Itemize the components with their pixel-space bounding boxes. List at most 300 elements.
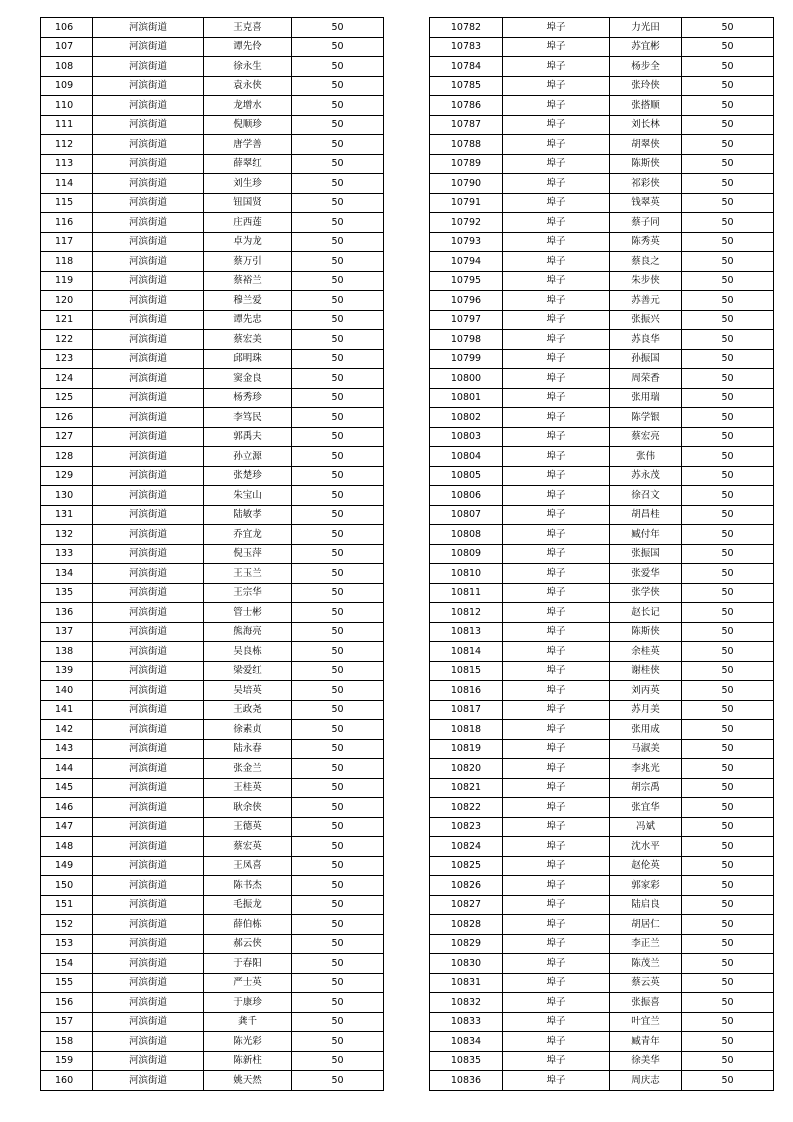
table-row (430, 193, 774, 213)
row-number-cell: 126 (41, 408, 93, 428)
row-number-cell: 133 (41, 544, 93, 564)
row-number-cell: 10811 (430, 583, 503, 603)
table-row (430, 544, 774, 564)
amount-cell: 50 (682, 895, 774, 915)
area-cell: 河滨街道 (93, 252, 204, 272)
amount-cell: 50 (292, 486, 384, 506)
amount-cell: 50 (682, 856, 774, 876)
table-row (41, 934, 384, 954)
name-cell: 耿余侠 (204, 798, 292, 818)
table-row (430, 115, 774, 135)
table-row (41, 583, 384, 603)
amount-cell: 50 (682, 973, 774, 993)
name-cell: 余桂英 (610, 642, 682, 662)
name-cell: 苏月美 (610, 700, 682, 720)
row-number-cell: 137 (41, 622, 93, 642)
table-row (41, 408, 384, 428)
area-cell: 河滨街道 (93, 486, 204, 506)
area-cell: 埠子 (503, 778, 610, 798)
amount-cell: 50 (292, 993, 384, 1013)
table-row (41, 174, 384, 194)
row-number-cell: 134 (41, 564, 93, 584)
name-cell: 苏良华 (610, 330, 682, 350)
name-cell: 张用瑞 (610, 388, 682, 408)
amount-cell: 50 (292, 817, 384, 837)
table-row (41, 759, 384, 779)
name-cell: 于春阳 (204, 954, 292, 974)
row-number-cell: 141 (41, 700, 93, 720)
name-cell: 薛翠红 (204, 154, 292, 174)
area-cell: 河滨街道 (93, 349, 204, 369)
amount-cell: 50 (292, 18, 384, 38)
amount-cell: 50 (682, 37, 774, 57)
amount-cell: 50 (682, 661, 774, 681)
right-table-body (430, 18, 774, 1091)
amount-cell: 50 (292, 505, 384, 525)
amount-cell: 50 (682, 96, 774, 116)
row-number-cell: 10815 (430, 661, 503, 681)
area-cell: 河滨街道 (93, 798, 204, 818)
area-cell: 埠子 (503, 505, 610, 525)
amount-cell: 50 (292, 700, 384, 720)
area-cell: 河滨街道 (93, 330, 204, 350)
row-number-cell: 147 (41, 817, 93, 837)
amount-cell: 50 (682, 76, 774, 96)
name-cell: 张金兰 (204, 759, 292, 779)
row-number-cell: 148 (41, 837, 93, 857)
name-cell: 沈水平 (610, 837, 682, 857)
amount-cell: 50 (292, 232, 384, 252)
row-number-cell: 10801 (430, 388, 503, 408)
amount-cell: 50 (292, 739, 384, 759)
name-cell: 冯斌 (610, 817, 682, 837)
amount-cell: 50 (682, 271, 774, 291)
table-row (41, 447, 384, 467)
table-row (41, 57, 384, 77)
row-number-cell: 123 (41, 349, 93, 369)
area-cell: 埠子 (503, 447, 610, 467)
name-cell: 郭禹夫 (204, 427, 292, 447)
row-number-cell: 10823 (430, 817, 503, 837)
row-number-cell: 114 (41, 174, 93, 194)
name-cell: 杨秀珍 (204, 388, 292, 408)
row-number-cell: 10799 (430, 349, 503, 369)
row-number-cell: 10797 (430, 310, 503, 330)
name-cell: 陈光彩 (204, 1032, 292, 1052)
amount-cell: 50 (682, 57, 774, 77)
amount-cell: 50 (682, 135, 774, 155)
amount-cell: 50 (292, 1051, 384, 1071)
area-cell: 河滨街道 (93, 408, 204, 428)
area-cell: 埠子 (503, 96, 610, 116)
amount-cell: 50 (292, 661, 384, 681)
name-cell: 张爱华 (610, 564, 682, 584)
table-row (41, 18, 384, 38)
name-cell: 吴培英 (204, 681, 292, 701)
area-cell: 河滨街道 (93, 174, 204, 194)
name-cell: 刘丙英 (610, 681, 682, 701)
name-cell: 梁爱红 (204, 661, 292, 681)
name-cell: 乔宜龙 (204, 525, 292, 545)
area-cell: 河滨街道 (93, 1051, 204, 1071)
area-cell: 河滨街道 (93, 759, 204, 779)
row-number-cell: 10836 (430, 1071, 503, 1091)
area-cell: 河滨街道 (93, 18, 204, 38)
row-number-cell: 10831 (430, 973, 503, 993)
row-number-cell: 108 (41, 57, 93, 77)
row-number-cell: 113 (41, 154, 93, 174)
name-cell: 赵伦英 (610, 856, 682, 876)
table-row (430, 564, 774, 584)
area-cell: 河滨街道 (93, 369, 204, 389)
amount-cell: 50 (682, 739, 774, 759)
name-cell: 蔡万引 (204, 252, 292, 272)
row-number-cell: 10808 (430, 525, 503, 545)
amount-cell: 50 (292, 564, 384, 584)
area-cell: 河滨街道 (93, 135, 204, 155)
row-number-cell: 115 (41, 193, 93, 213)
name-cell: 陈斯侠 (610, 622, 682, 642)
area-cell: 埠子 (503, 642, 610, 662)
area-cell: 埠子 (503, 973, 610, 993)
row-number-cell: 117 (41, 232, 93, 252)
amount-cell: 50 (292, 37, 384, 57)
area-cell: 埠子 (503, 583, 610, 603)
amount-cell: 50 (682, 18, 774, 38)
row-number-cell: 10818 (430, 720, 503, 740)
table-row (430, 642, 774, 662)
table-row (41, 154, 384, 174)
area-cell: 埠子 (503, 759, 610, 779)
row-number-cell: 10814 (430, 642, 503, 662)
amount-cell: 50 (682, 466, 774, 486)
amount-cell: 50 (292, 369, 384, 389)
name-cell: 王桂英 (204, 778, 292, 798)
area-cell: 埠子 (503, 213, 610, 233)
area-cell: 埠子 (503, 232, 610, 252)
table-row (430, 76, 774, 96)
row-number-cell: 10835 (430, 1051, 503, 1071)
table-row (41, 895, 384, 915)
name-cell: 唐学善 (204, 135, 292, 155)
area-cell: 河滨街道 (93, 603, 204, 623)
table-row (430, 1051, 774, 1071)
row-number-cell: 144 (41, 759, 93, 779)
name-cell: 张伟 (610, 447, 682, 467)
amount-cell: 50 (682, 544, 774, 564)
name-cell: 杨步全 (610, 57, 682, 77)
amount-cell: 50 (292, 408, 384, 428)
amount-cell: 50 (292, 310, 384, 330)
row-number-cell: 10795 (430, 271, 503, 291)
area-cell: 河滨街道 (93, 934, 204, 954)
table-row (430, 778, 774, 798)
right-roster-table (429, 17, 774, 1091)
amount-cell: 50 (682, 505, 774, 525)
area-cell: 埠子 (503, 876, 610, 896)
row-number-cell: 119 (41, 271, 93, 291)
row-number-cell: 10788 (430, 135, 503, 155)
name-cell: 郭家彩 (610, 876, 682, 896)
table-row (41, 1032, 384, 1052)
row-number-cell: 10782 (430, 18, 503, 38)
table-row (41, 603, 384, 623)
table-row (430, 135, 774, 155)
area-cell: 河滨街道 (93, 856, 204, 876)
table-row (430, 252, 774, 272)
table-row (430, 1071, 774, 1091)
amount-cell: 50 (292, 193, 384, 213)
row-number-cell: 10821 (430, 778, 503, 798)
area-cell: 河滨街道 (93, 661, 204, 681)
name-cell: 龚千 (204, 1012, 292, 1032)
name-cell: 李兆光 (610, 759, 682, 779)
amount-cell: 50 (682, 349, 774, 369)
table-row (430, 291, 774, 311)
table-row (41, 681, 384, 701)
amount-cell: 50 (682, 388, 774, 408)
amount-cell: 50 (292, 544, 384, 564)
row-number-cell: 127 (41, 427, 93, 447)
name-cell: 孙振国 (610, 349, 682, 369)
amount-cell: 50 (292, 642, 384, 662)
area-cell: 埠子 (503, 1012, 610, 1032)
amount-cell: 50 (682, 915, 774, 935)
name-cell: 祁彩侠 (610, 174, 682, 194)
area-cell: 河滨街道 (93, 232, 204, 252)
area-cell: 埠子 (503, 408, 610, 428)
name-cell: 陈新柱 (204, 1051, 292, 1071)
amount-cell: 50 (682, 603, 774, 623)
row-number-cell: 10805 (430, 466, 503, 486)
name-cell: 陈茂兰 (610, 954, 682, 974)
row-number-cell: 10803 (430, 427, 503, 447)
area-cell: 河滨街道 (93, 427, 204, 447)
table-row (41, 115, 384, 135)
amount-cell: 50 (682, 154, 774, 174)
row-number-cell: 10819 (430, 739, 503, 759)
table-row (430, 954, 774, 974)
amount-cell: 50 (682, 486, 774, 506)
row-number-cell: 153 (41, 934, 93, 954)
row-number-cell: 158 (41, 1032, 93, 1052)
name-cell: 张振兴 (610, 310, 682, 330)
name-cell: 苏宜彬 (610, 37, 682, 57)
row-number-cell: 10827 (430, 895, 503, 915)
row-number-cell: 124 (41, 369, 93, 389)
name-cell: 朱步侠 (610, 271, 682, 291)
row-number-cell: 140 (41, 681, 93, 701)
name-cell: 邱明珠 (204, 349, 292, 369)
row-number-cell: 149 (41, 856, 93, 876)
area-cell: 河滨街道 (93, 1032, 204, 1052)
area-cell: 埠子 (503, 1071, 610, 1091)
row-number-cell: 10783 (430, 37, 503, 57)
row-number-cell: 110 (41, 96, 93, 116)
table-row (430, 408, 774, 428)
area-cell: 河滨街道 (93, 837, 204, 857)
area-cell: 河滨街道 (93, 1071, 204, 1091)
amount-cell: 50 (292, 349, 384, 369)
table-row (41, 700, 384, 720)
row-number-cell: 10791 (430, 193, 503, 213)
table-row (41, 876, 384, 896)
row-number-cell: 10794 (430, 252, 503, 272)
table-row (41, 720, 384, 740)
row-number-cell: 10784 (430, 57, 503, 77)
area-cell: 埠子 (503, 115, 610, 135)
amount-cell: 50 (682, 954, 774, 974)
amount-cell: 50 (292, 291, 384, 311)
area-cell: 河滨街道 (93, 57, 204, 77)
table-row (430, 232, 774, 252)
name-cell: 胡昌桂 (610, 505, 682, 525)
row-number-cell: 155 (41, 973, 93, 993)
table-row (430, 681, 774, 701)
area-cell: 埠子 (503, 154, 610, 174)
table-row (430, 505, 774, 525)
area-cell: 河滨街道 (93, 193, 204, 213)
amount-cell: 50 (682, 310, 774, 330)
table-row (430, 876, 774, 896)
area-cell: 河滨街道 (93, 954, 204, 974)
area-cell: 埠子 (503, 330, 610, 350)
area-cell: 埠子 (503, 564, 610, 584)
table-row (41, 388, 384, 408)
table-row (41, 954, 384, 974)
table-row (430, 798, 774, 818)
area-cell: 埠子 (503, 661, 610, 681)
amount-cell: 50 (292, 1071, 384, 1091)
table-row (430, 486, 774, 506)
area-cell: 埠子 (503, 76, 610, 96)
amount-cell: 50 (682, 330, 774, 350)
row-number-cell: 10793 (430, 232, 503, 252)
table-row (430, 700, 774, 720)
amount-cell: 50 (682, 427, 774, 447)
row-number-cell: 132 (41, 525, 93, 545)
area-cell: 埠子 (503, 271, 610, 291)
area-cell: 河滨街道 (93, 291, 204, 311)
row-number-cell: 10789 (430, 154, 503, 174)
name-cell: 倪顺珍 (204, 115, 292, 135)
table-row (41, 525, 384, 545)
table-row (430, 154, 774, 174)
row-number-cell: 10806 (430, 486, 503, 506)
table-row (41, 973, 384, 993)
amount-cell: 50 (682, 993, 774, 1013)
row-number-cell: 120 (41, 291, 93, 311)
table-row (430, 349, 774, 369)
area-cell: 河滨街道 (93, 973, 204, 993)
amount-cell: 50 (292, 915, 384, 935)
amount-cell: 50 (682, 681, 774, 701)
row-number-cell: 10787 (430, 115, 503, 135)
amount-cell: 50 (292, 778, 384, 798)
name-cell: 李正兰 (610, 934, 682, 954)
amount-cell: 50 (292, 154, 384, 174)
table-row (430, 388, 774, 408)
row-number-cell: 10824 (430, 837, 503, 857)
table-row (430, 310, 774, 330)
area-cell: 埠子 (503, 486, 610, 506)
amount-cell: 50 (682, 1032, 774, 1052)
row-number-cell: 10796 (430, 291, 503, 311)
table-row (41, 739, 384, 759)
name-cell: 钱翠英 (610, 193, 682, 213)
area-cell: 河滨街道 (93, 310, 204, 330)
table-row (41, 564, 384, 584)
area-cell: 埠子 (503, 622, 610, 642)
row-number-cell: 125 (41, 388, 93, 408)
area-cell: 河滨街道 (93, 778, 204, 798)
area-cell: 埠子 (503, 915, 610, 935)
area-cell: 埠子 (503, 37, 610, 57)
area-cell: 埠子 (503, 603, 610, 623)
table-row (41, 915, 384, 935)
table-row (41, 1051, 384, 1071)
table-row (41, 96, 384, 116)
row-number-cell: 10802 (430, 408, 503, 428)
name-cell: 卓为龙 (204, 232, 292, 252)
row-number-cell: 150 (41, 876, 93, 896)
row-number-cell: 138 (41, 642, 93, 662)
row-number-cell: 10828 (430, 915, 503, 935)
name-cell: 张振喜 (610, 993, 682, 1013)
area-cell: 埠子 (503, 57, 610, 77)
amount-cell: 50 (292, 525, 384, 545)
area-cell: 埠子 (503, 700, 610, 720)
area-cell: 河滨街道 (93, 154, 204, 174)
amount-cell: 50 (682, 1012, 774, 1032)
area-cell: 河滨街道 (93, 720, 204, 740)
table-row (430, 96, 774, 116)
table-row (430, 622, 774, 642)
table-row (41, 1071, 384, 1091)
name-cell: 陈学银 (610, 408, 682, 428)
row-number-cell: 109 (41, 76, 93, 96)
amount-cell: 50 (682, 564, 774, 584)
amount-cell: 50 (292, 934, 384, 954)
area-cell: 河滨街道 (93, 447, 204, 467)
area-cell: 埠子 (503, 681, 610, 701)
row-number-cell: 10833 (430, 1012, 503, 1032)
table-row (41, 798, 384, 818)
table-row (430, 837, 774, 857)
area-cell: 埠子 (503, 720, 610, 740)
name-cell: 陈书杰 (204, 876, 292, 896)
row-number-cell: 160 (41, 1071, 93, 1091)
name-cell: 袁永侠 (204, 76, 292, 96)
name-cell: 赵长记 (610, 603, 682, 623)
amount-cell: 50 (682, 1051, 774, 1071)
table-row (430, 973, 774, 993)
row-number-cell: 111 (41, 115, 93, 135)
row-number-cell: 10786 (430, 96, 503, 116)
name-cell: 王宗华 (204, 583, 292, 603)
row-number-cell: 10790 (430, 174, 503, 194)
row-number-cell: 10830 (430, 954, 503, 974)
row-number-cell: 130 (41, 486, 93, 506)
table-row (41, 622, 384, 642)
area-cell: 埠子 (503, 837, 610, 857)
table-row (41, 661, 384, 681)
row-number-cell: 10809 (430, 544, 503, 564)
name-cell: 蔡云英 (610, 973, 682, 993)
name-cell: 穆兰爱 (204, 291, 292, 311)
amount-cell: 50 (682, 291, 774, 311)
row-number-cell: 129 (41, 466, 93, 486)
